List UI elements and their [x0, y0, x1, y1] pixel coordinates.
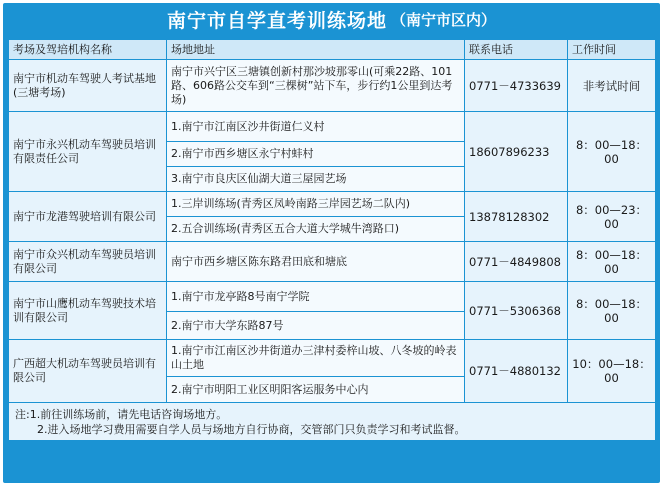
org-address: 1.南宁市江南区沙井街道仁义村	[167, 112, 465, 142]
table-row	[9, 192, 656, 217]
org-name: 南宁市机动车驾驶人考试基地(三塘考场)	[9, 60, 167, 112]
org-phone: 0771－5306368	[465, 282, 568, 340]
org-name: 南宁市众兴机动车驾驶员培训有限公司	[9, 242, 167, 282]
org-address: 3.南宁市良庆区仙湖大道三屋园艺场	[167, 167, 465, 192]
notes-row	[9, 403, 656, 441]
table-row	[9, 60, 656, 112]
org-address: 1.南宁市江南区沙井街道办三津村委梓山坡、八冬坡的岭表山土地	[167, 340, 465, 377]
table-row	[9, 112, 656, 142]
org-address: 2.南宁市大学东路87号	[167, 312, 465, 340]
table-header-row	[9, 40, 656, 60]
header-phone: 联系电话	[465, 40, 568, 60]
table-row	[9, 340, 656, 377]
table-row	[9, 282, 656, 312]
org-address: 2.五合训练场(青秀区五合大道大学城牛湾路口)	[167, 217, 465, 242]
page-title	[3, 3, 660, 35]
org-name: 南宁市山鹰机动车驾驶技术培训有限公司	[9, 282, 167, 340]
org-address: 南宁市兴宁区三塘镇创新村那沙坡那零山(可乘22路、101路、606路公交车到“三棵树”站下车，步行约1公里到达考场)	[167, 60, 465, 112]
org-address: 1.南宁市龙亭路8号南宁学院	[167, 282, 465, 312]
venue-table	[8, 39, 656, 441]
org-time: 8：00—23：00	[568, 192, 656, 242]
org-address: 2.南宁市西乡塘区永宁村蚌村	[167, 142, 465, 167]
org-name: 南宁市永兴机动车驾驶员培训有限责任公司	[9, 112, 167, 192]
org-phone: 0771－4733639	[465, 60, 568, 112]
org-phone: 13878128302	[465, 192, 568, 242]
org-name: 南宁市龙港驾驶培训有限公司	[9, 192, 167, 242]
header-time: 工作时间	[568, 40, 656, 60]
org-name: 广西超大机动车驾驶员培训有限公司	[9, 340, 167, 403]
title-main: 南宁市自学直考训练场地	[166, 9, 387, 32]
table-row	[9, 242, 656, 282]
poster-frame	[3, 3, 660, 483]
org-time: 8：00—18：00	[568, 242, 656, 282]
org-phone: 0771－4849808	[465, 242, 568, 282]
note-line-1: 注:1.前往训练场前，请先电话咨询场地方。	[15, 407, 228, 421]
org-time: 8：00—18：00	[568, 282, 656, 340]
header-name: 考场及驾培机构名称	[9, 40, 167, 60]
org-address: 2.南宁市明阳工业区明阳客运服务中心内	[167, 377, 465, 403]
org-time: 非考试时间	[568, 60, 656, 112]
title-sub: （南宁市区内）	[391, 10, 497, 29]
org-phone: 0771－4880132	[465, 340, 568, 403]
org-phone: 18607896233	[465, 112, 568, 192]
notes-cell	[9, 403, 656, 441]
header-address: 场地地址	[167, 40, 465, 60]
org-time: 8：00—18：00	[568, 112, 656, 192]
note-line-2: 2.进入场地学习费用需要自学人员与场地方自行协商，交管部门只负责学习和考试监督。	[37, 422, 466, 436]
org-address: 南宁市西乡塘区陈东路君田底和塘底	[167, 242, 465, 282]
org-address: 1.三岸训练场(青秀区凤岭南路三岸园艺场二队内)	[167, 192, 465, 217]
org-time: 10：00—18：00	[568, 340, 656, 403]
